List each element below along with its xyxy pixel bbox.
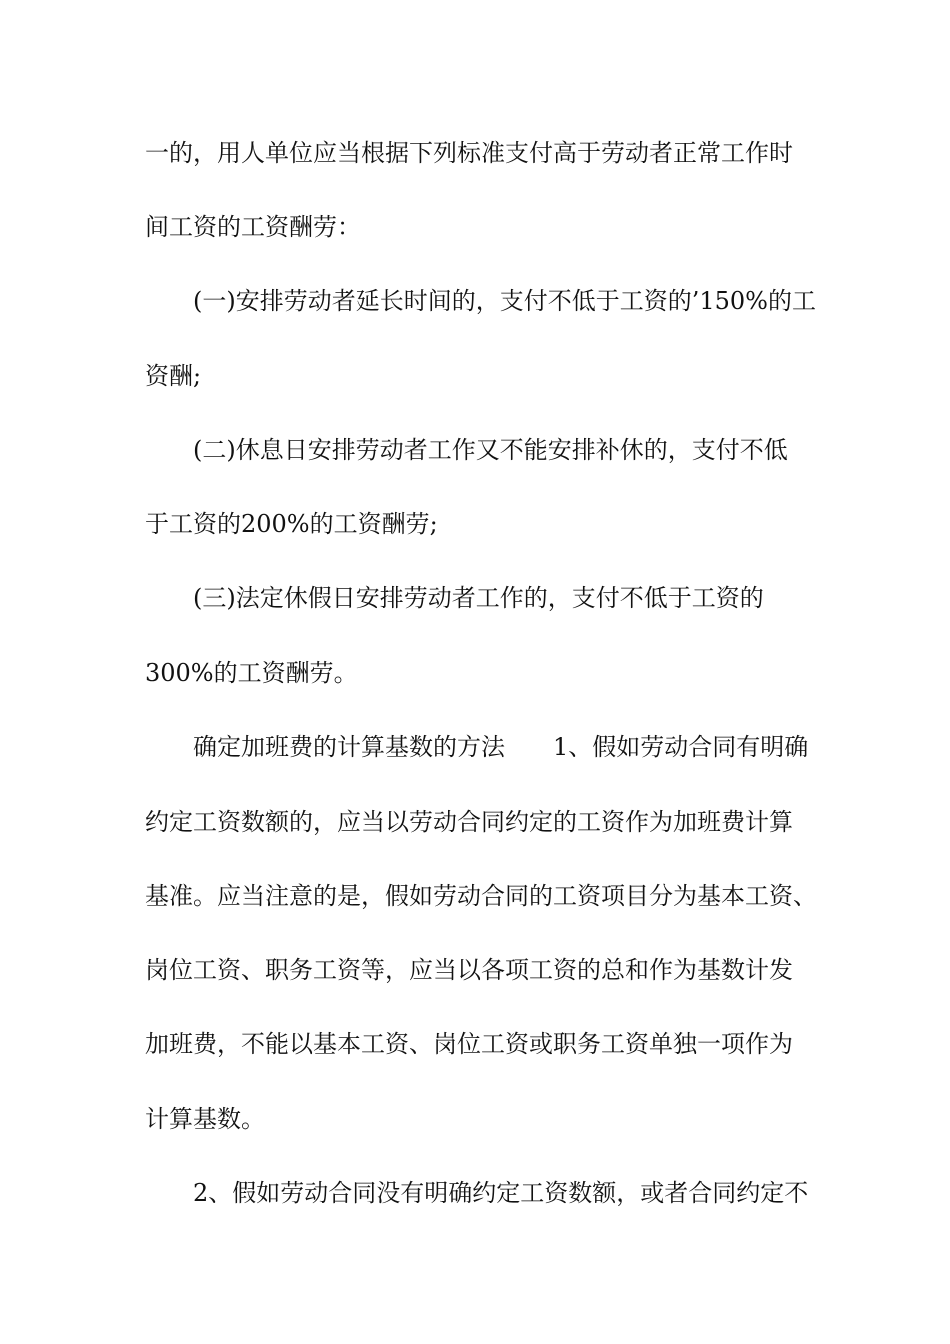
text-line-5: (二)休息日安排劳动者工作又不能安排补休的，支付不低 [193,436,788,464]
text-line-1: 一的，用人单位应当根据下列标准支付高于劳动者正常工作时 [145,139,793,167]
text-line-10: 约定工资数额的，应当以劳动合同约定的工资作为加班费计算 [145,808,793,836]
text-line-7: (三)法定休假日安排劳动者工作的，支付不低于工资的 [193,584,764,612]
text-line-6: 于工资的200%的工资酬劳; [145,510,438,538]
text-line-14: 计算基数。 [145,1105,265,1133]
text-line-12: 岗位工资、职务工资等，应当以各项工资的总和作为基数计发 [145,956,793,984]
text-line-4: 资酬; [145,362,202,390]
text-line-8: 300%的工资酬劳。 [145,659,358,687]
text-line-15: 2、假如劳动合同没有明确约定工资数额，或者合同约定不 [193,1179,809,1207]
text-line-11: 基准。应当注意的是，假如劳动合同的工资项目分为基本工资、 [145,882,817,910]
text-line-2: 间工资的工资酬劳： [145,213,361,241]
text-line-9: 确定加班费的计算基数的方法 1、假如劳动合同有明确 [193,733,809,761]
text-line-13: 加班费，不能以基本工资、岗位工资或职务工资单独一项作为 [145,1030,793,1058]
text-line-3: (一)安排劳动者延长时间的，支付不低于工资的’150%的工 [193,287,816,315]
